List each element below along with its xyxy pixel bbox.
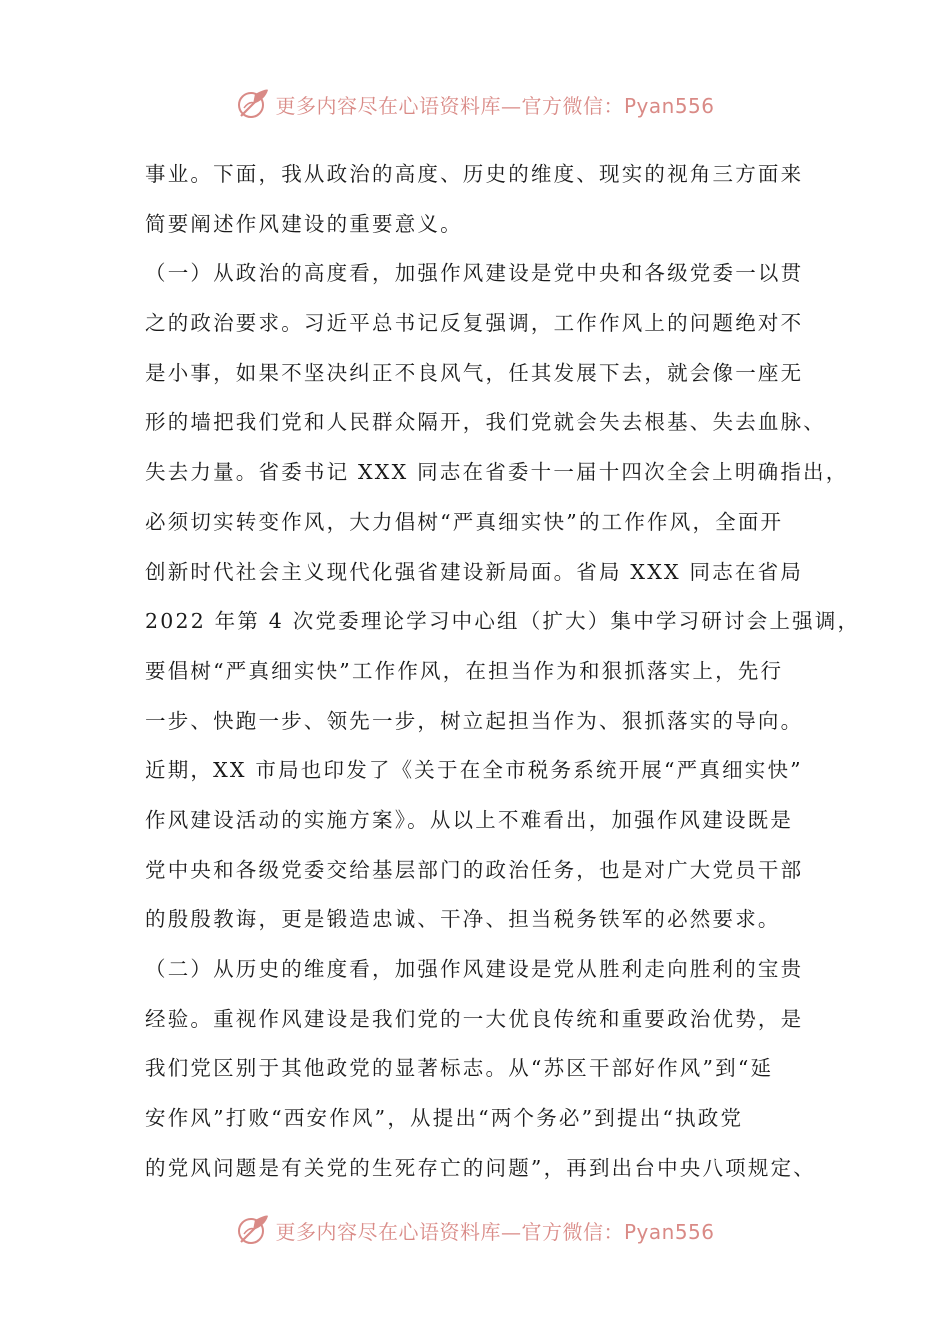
text-line: 简要阐述作风建设的重要意义。 (145, 211, 463, 236)
text-line: 作风建设活动的实施方案》。从以上不难看出，加强作风建设既是 (145, 807, 794, 832)
text-line: 经验。重视作风建设是我们党的一大优良传统和重要政治优势，是 (145, 1006, 804, 1031)
text-line: 党中央和各级党委交给基层部门的政治任务，也是对广大党员干部 (145, 857, 804, 882)
text-line: 之的政治要求。习近平总书记反复强调，工作作风上的问题绝对不 (145, 311, 804, 336)
text-line: 一步、快跑一步、领先一步，树立起担当作为、狠抓落实的导向。 (145, 708, 804, 733)
document-body (145, 150, 861, 1193)
text-line: （一）从政治的高度看，加强作风建设是党中央和各级党委一以贯 (145, 261, 804, 286)
watermark-wechat-id: Pyan556 (623, 1219, 715, 1244)
text-line: 必须切实转变作风，大力倡树“严真细实快”的工作作风，全面开 (145, 509, 784, 534)
text-line: 的殷殷教诲，更是锻造忠诚、干净、担当税务铁军的必然要求。 (145, 907, 781, 932)
text-line: 创新时代社会主义现代化强省建设新局面。省局 XXX 同志在省局 (145, 559, 804, 584)
text-line: 要倡树“严真细实快”工作作风，在担当作为和狠抓落实上，先行 (145, 658, 784, 683)
text-line: 近期，XX 市局也印发了《关于在全市税务系统开展“严真细实快” (145, 758, 803, 783)
text-line: 失去力量。省委书记 XXX 同志在省委十一届十四次全会上明确指出， (145, 460, 849, 485)
quill-logo-icon (235, 1212, 271, 1248)
watermark-wechat-id: Pyan556 (623, 93, 715, 118)
quill-logo-icon (235, 86, 271, 122)
text-line: 2022 年第 4 次党委理论学习中心组（扩大）集中学习研讨会上强调， (145, 609, 861, 634)
watermark-text: 更多内容尽在心语资料库—官方微信： (275, 93, 624, 118)
footer-watermark (0, 1210, 950, 1250)
header-watermark (0, 84, 950, 124)
text-line: 的党风问题是有关党的生死存亡的问题”，再到出台中央八项规定、 (145, 1155, 816, 1180)
text-line: 安作风”打败“西安作风”，从提出“两个务必”到提出“执政党 (145, 1106, 744, 1131)
text-line: 是小事，如果不坚决纠正不良风气，任其发展下去，就会像一座无 (145, 360, 804, 385)
text-line: 事业。下面，我从政治的高度、历史的维度、现实的视角三方面来 (145, 162, 804, 186)
text-line: 我们党区别于其他政党的显著标志。从“苏区干部好作风”到“延 (145, 1056, 774, 1081)
watermark-text: 更多内容尽在心语资料库—官方微信： (275, 1219, 624, 1244)
text-line: （二）从历史的维度看，加强作风建设是党从胜利走向胜利的宝贵 (145, 957, 804, 981)
text-line: 形的墙把我们党和人民群众隔开，我们党就会失去根基、失去血脉、 (145, 410, 826, 435)
